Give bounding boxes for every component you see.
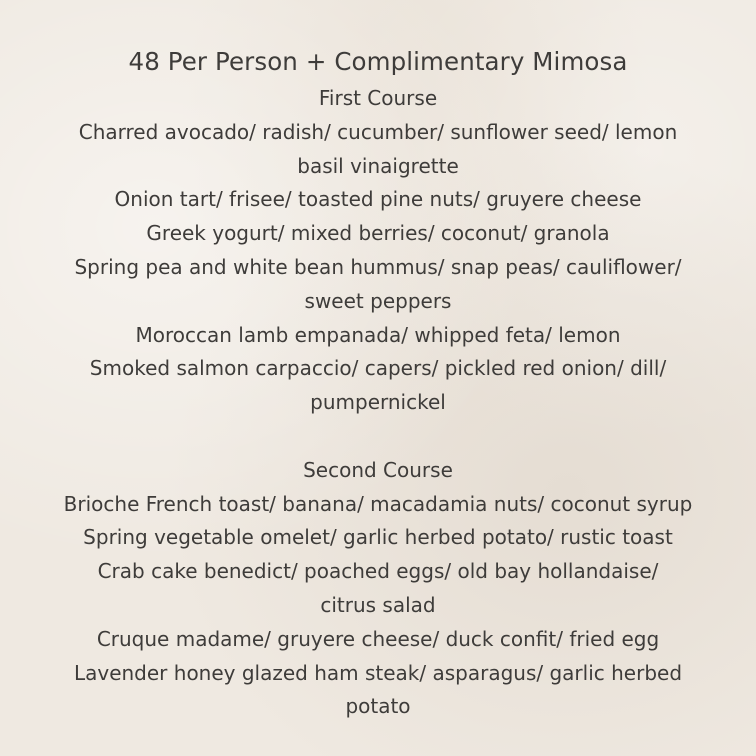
second-course-item: Brioche French toast/ banana/ macadamia nuts/ coconut syrup <box>63 491 693 516</box>
second-course-item: Cruque madame/ gruyere cheese/ duck confit/ fried egg <box>96 626 660 651</box>
menu-title: 48 Per Person + Complimentary Mimosa <box>128 47 628 76</box>
second-course-item: Lavender honey glazed ham steak/ asparagus/ garlic herbed <box>73 660 683 685</box>
first-course-item: Moroccan lamb empanada/ whipped feta/ lemon <box>135 322 621 347</box>
first-course-item: Charred avocado/ radish/ cucumber/ sunflower seed/ lemon <box>78 119 678 144</box>
second-course-heading: Second Course <box>303 457 453 482</box>
first-course-heading: First Course <box>318 86 438 110</box>
second-course-item: potato <box>345 694 411 719</box>
second-course-item: Crab cake benedict/ poached eggs/ old bay hollandaise/ <box>97 559 659 584</box>
second-course-item: Spring vegetable omelet/ garlic herbed potato/ rustic toast <box>83 525 673 550</box>
first-course-item: Greek yogurt/ mixed berries/ coconut/ granola <box>146 221 610 246</box>
menu-card <box>0 42 756 724</box>
first-course-item: pumpernickel <box>310 390 446 415</box>
course-divider-space <box>0 420 756 454</box>
first-course-item: Onion tart/ frisee/ toasted pine nuts/ gruyere cheese <box>114 187 642 212</box>
first-course-item: sweet peppers <box>304 288 452 313</box>
first-course-item: basil vinaigrette <box>297 153 459 178</box>
first-course-item: Spring pea and white bean hummus/ snap peas/ cauliflower/ <box>74 254 682 279</box>
first-course-item: Smoked salmon carpaccio/ capers/ pickled red onion/ dill/ <box>89 356 667 381</box>
second-course-item: citrus salad <box>320 592 436 617</box>
